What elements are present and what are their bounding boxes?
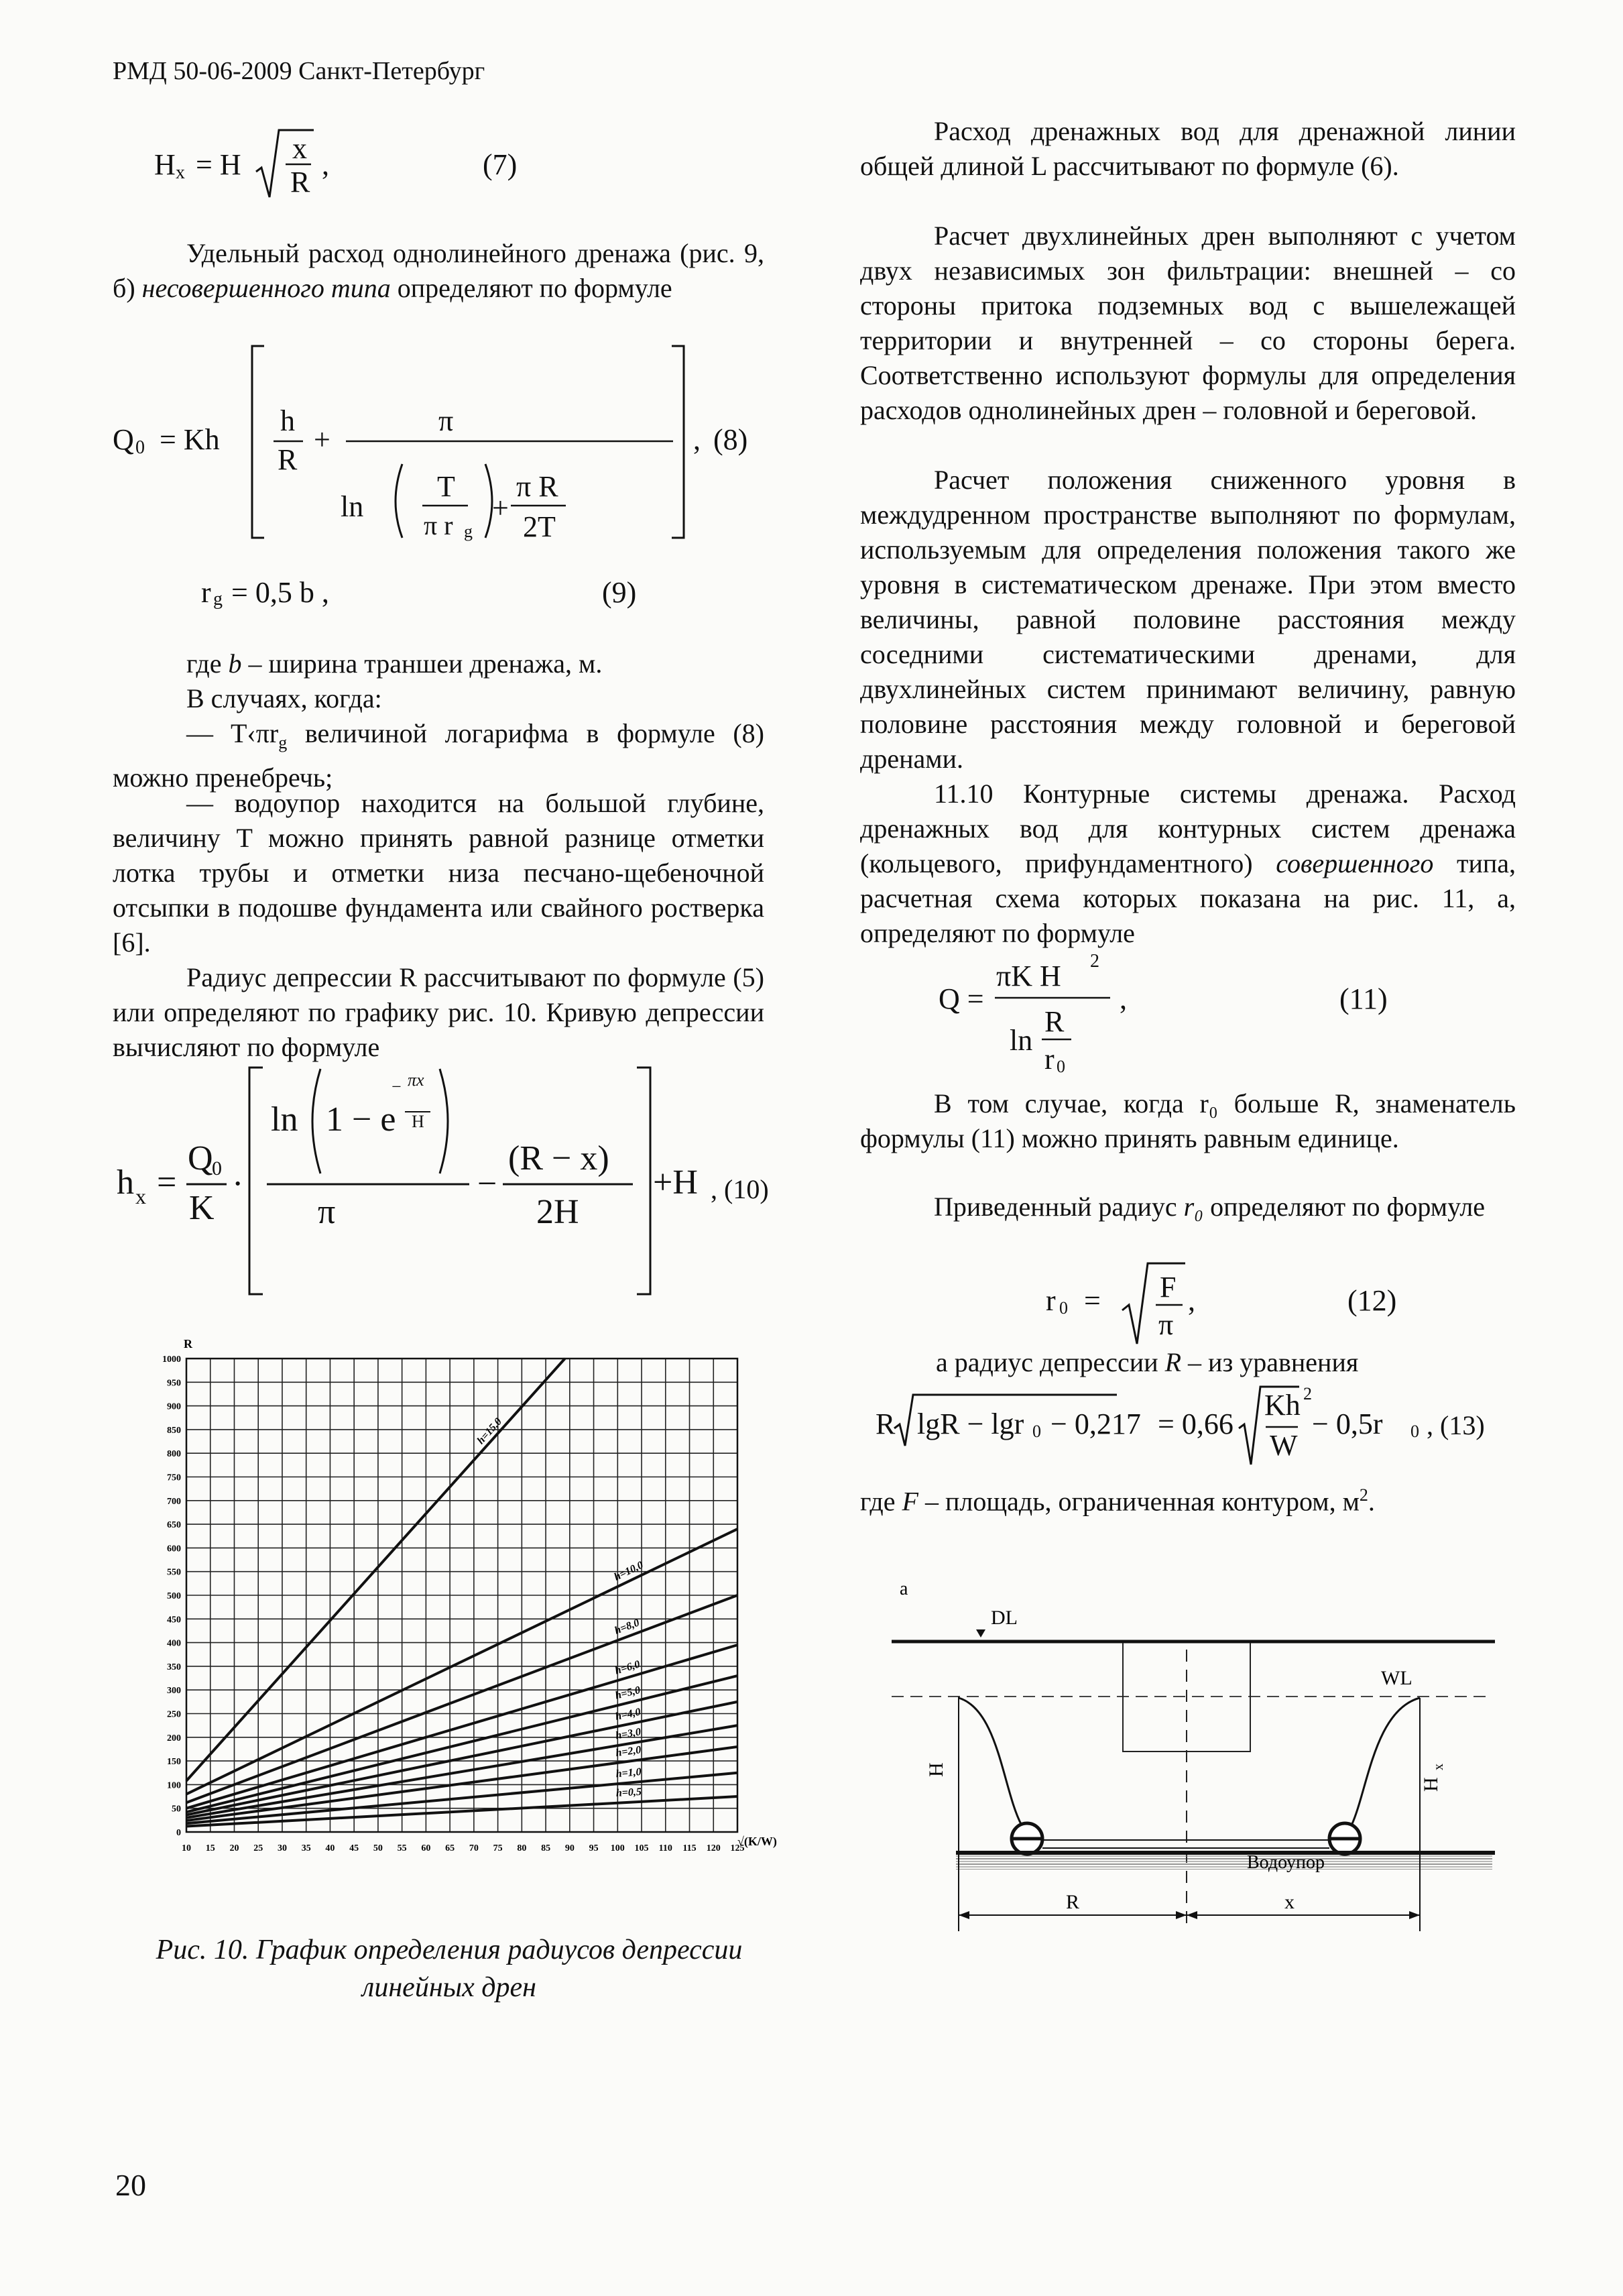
- right-paragraph-6: [860, 1190, 1516, 1224]
- y-tick-label: 250: [167, 1709, 181, 1720]
- right-paragraph-7: [936, 1345, 1512, 1380]
- text-run: 11.10 Контурные системы дренажа. Расход дренажных вод для контурных систем дренажа (кольцевого, прифундаментного): [860, 779, 1516, 878]
- eq10-dot: ·: [232, 1165, 244, 1203]
- eq9-number: (9): [602, 576, 637, 609]
- eq10-K: K: [189, 1189, 215, 1227]
- eq13-R: R: [876, 1408, 896, 1440]
- eq7-sub: x: [176, 162, 185, 183]
- right-paragraph-2: Расчет двухлинейных дрен выполняют с учетом двух независимых зон фильтрации: внешней – со стороны притока подземных вод с вышележащей территории и внутренней – со стороны берега. Соответственно используют формулы для определения расходов однолинейных дрен – головной и береговой.: [860, 221, 1516, 425]
- eq10-exp-top: πx: [408, 1070, 424, 1090]
- y-tick-label: 700: [167, 1496, 181, 1507]
- chart-series-labels: [475, 1416, 646, 1799]
- eq9-rest: = 0,5 b ,: [224, 576, 329, 609]
- text-run: а радиус депрессии: [936, 1347, 1158, 1377]
- eq10-eq: =: [157, 1163, 177, 1202]
- text-run: определяют по формуле: [397, 273, 672, 303]
- eq8-comma: ,: [693, 423, 701, 456]
- text-run-sub: g: [278, 733, 288, 752]
- page-header: РМД 50-06-2009 Санкт-Петербург: [113, 57, 485, 85]
- scheme-label-DL: DL: [991, 1607, 1018, 1629]
- eq10-ln: ln: [271, 1100, 298, 1139]
- equation-11: [939, 945, 1502, 1080]
- y-tick-label: 50: [172, 1804, 181, 1815]
- left-paragraph-2: [186, 646, 763, 681]
- eq10-Q0sub: 0: [212, 1157, 222, 1180]
- series-line: [186, 1359, 565, 1781]
- series-label: h=1,0: [615, 1766, 642, 1780]
- text-run: величиной логарифма в формуле (8) можно пренебречь;: [113, 718, 764, 793]
- eq10-h: h: [117, 1163, 134, 1202]
- y-tick-label: 350: [167, 1662, 181, 1672]
- text-run-italic: несовершенного типа: [141, 273, 391, 303]
- chart-x-ticks: [182, 1843, 745, 1853]
- series-label: h=5,0: [614, 1684, 642, 1702]
- scheme-label-Hx-sub: x: [1431, 1764, 1446, 1770]
- x-tick-label: 25: [253, 1843, 263, 1853]
- right-paragraph-3: Расчет положения сниженного уровня в междудренном пространстве выполняют по формулам, используемым для определения положения такого же уровня в систематическом дренаже. При этом вместо величины, равной половине расстояния между соседними систематическими дренами, для двухлинейных систем принимают величину, равную половине расстояния между головной и береговой дренами.: [860, 465, 1516, 774]
- eq11-sup: 2: [1090, 951, 1099, 972]
- left-paragraph-5: — водоупор находится на большой глубине, величину T можно принять равной разнице отметки лотка трубы и отметки низа песчано-щебеночной отсыпки в подошве фундамента или свайного ростверка [6].: [113, 788, 764, 958]
- eq8-R: R: [278, 443, 298, 476]
- equation-9: [201, 575, 670, 616]
- x-tick-label: 15: [205, 1843, 215, 1853]
- text-run: – площадь, ограниченная контуром, м: [924, 1486, 1360, 1517]
- eq13-W: W: [1270, 1429, 1298, 1462]
- series-label: h=8,0: [613, 1617, 642, 1637]
- y-tick-label: 600: [167, 1544, 181, 1554]
- eq13-tail: − 0,5r: [1305, 1408, 1383, 1440]
- eq8-h: h: [280, 404, 295, 437]
- eq13-eq: = 0,66: [1150, 1408, 1234, 1440]
- scheme-label-vodoupor: Водоупор: [1247, 1852, 1325, 1873]
- left-paragraph-1: [113, 236, 764, 306]
- eq8-ln: ln: [341, 490, 364, 523]
- y-tick-label: 100: [167, 1780, 181, 1791]
- eq12-pi: π: [1158, 1308, 1174, 1341]
- x-tick-label: 80: [517, 1843, 527, 1853]
- series-label: h=3,0: [615, 1726, 642, 1742]
- eq8-eq: = Kh: [160, 423, 220, 456]
- x-tick-label: 85: [541, 1843, 551, 1853]
- text-run-italic: F: [902, 1486, 918, 1517]
- figure-10-caption: Рис. 10. График определения радиусов депрессии линейных дрен: [156, 1935, 743, 2003]
- scheme-label-WL: WL: [1381, 1667, 1412, 1689]
- series-line: [186, 1796, 737, 1826]
- eq12-sub: 0: [1059, 1298, 1068, 1318]
- x-tick-label: 115: [682, 1843, 697, 1853]
- equation-8: [113, 342, 764, 543]
- y-tick-label: 450: [167, 1615, 181, 1625]
- chart-y-ticks: [162, 1355, 181, 1838]
- eq12-F: F: [1160, 1271, 1177, 1304]
- y-tick-label: 0: [176, 1828, 181, 1838]
- depression-radius-chart: [134, 1334, 778, 1904]
- text-run: где: [860, 1486, 896, 1517]
- eq7-number: (7): [483, 148, 518, 181]
- x-tick-label: 125: [730, 1843, 745, 1853]
- y-tick-label: 900: [167, 1401, 181, 1412]
- eq9-r: r: [201, 576, 211, 609]
- scheme-label-H: H: [925, 1762, 947, 1777]
- chart-x-axis-label: √(K/W): [737, 1835, 777, 1848]
- text-run: типа, расчетная схема которых показана на рис. 11, а, определяют по формуле: [860, 848, 1516, 948]
- eq11-ln: ln: [1010, 1024, 1033, 1057]
- text-run: где: [186, 648, 222, 679]
- eq8-2T: 2T: [523, 510, 556, 543]
- eq8-plus: +: [314, 423, 330, 456]
- y-tick-label: 950: [167, 1378, 181, 1389]
- eq11-lhs: Q =: [939, 982, 984, 1015]
- equation-10: [113, 1064, 770, 1298]
- y-tick-label: 300: [167, 1686, 181, 1697]
- eq10-exp-bot: H: [412, 1112, 424, 1131]
- text-run: .: [1368, 1486, 1375, 1517]
- x-tick-label: 45: [349, 1843, 359, 1853]
- eq13-Khsup: 2: [1303, 1384, 1312, 1403]
- eq8-sub: 0: [135, 437, 145, 458]
- eq13-rad1end: − 0,217: [1043, 1408, 1141, 1440]
- eq8-piR: π R: [516, 470, 558, 503]
- x-tick-label: 110: [658, 1843, 672, 1853]
- right-paragraph-4: [860, 777, 1516, 951]
- series-label: h=4,0: [614, 1706, 642, 1723]
- y-tick-label: 850: [167, 1425, 181, 1436]
- left-paragraph-6: Радиус депрессии R рассчитывают по формуле (5) или определяют по графику рис. 10. Кривую депрессии вычисляют по формуле: [113, 962, 764, 1062]
- eq10-minus: −: [477, 1165, 497, 1203]
- x-tick-label: 50: [373, 1843, 383, 1853]
- eq7-frac-top: x: [292, 132, 307, 165]
- chart-grid: [186, 1359, 737, 1832]
- scheme-label-x: x: [1284, 1891, 1295, 1913]
- eq11-top: πK H: [996, 960, 1061, 992]
- text-run-italic: r₀: [1183, 1192, 1204, 1222]
- text-run-sup: 2: [1359, 1485, 1368, 1505]
- eq10-plusH: +H: [653, 1163, 698, 1202]
- eq13-rad1sub: 0: [1032, 1422, 1041, 1441]
- y-tick-label: 800: [167, 1449, 181, 1460]
- eq13-rad1: lgR − lgr: [917, 1408, 1024, 1440]
- y-tick-label: 550: [167, 1567, 181, 1578]
- page-number: 20: [115, 2168, 146, 2202]
- y-tick-label: 500: [167, 1591, 181, 1601]
- eq8-T: T: [437, 470, 455, 503]
- text-run-italic: совершенного: [1276, 848, 1434, 878]
- right-paragraph-5: В том случае, когда r₀ больше R, знаменатель формулы (11) можно принять равным единице.: [860, 1088, 1516, 1153]
- eq10-RmX: (R − x): [508, 1139, 609, 1178]
- eq12-r: r: [1046, 1284, 1056, 1317]
- series-label: h=6,0: [613, 1658, 642, 1677]
- scheme-label-Hx: H: [1420, 1777, 1442, 1792]
- eq10-pi: π: [318, 1193, 336, 1231]
- eq10-one-minus-e: 1 − e: [326, 1100, 396, 1139]
- y-tick-label: 650: [167, 1520, 181, 1531]
- x-tick-label: 55: [397, 1843, 407, 1853]
- right-paragraph-1: Расход дренажных вод для дренажной линии общей длиной L рассчитывают по формуле (6).: [860, 116, 1516, 181]
- series-label: h=10,0: [612, 1559, 646, 1583]
- left-paragraph-3: В случаях, когда:: [186, 683, 382, 713]
- text-run: Удельный расход однолинейного дренажа (рис. 9, б): [113, 238, 764, 303]
- text-run: определяют по формуле: [1210, 1192, 1486, 1222]
- series-line: [186, 1529, 737, 1794]
- equation-13: [876, 1384, 1519, 1471]
- eq10-Q: Q: [188, 1139, 213, 1178]
- scheme-label-a: a: [900, 1578, 908, 1599]
- eq12-eq: =: [1077, 1284, 1108, 1317]
- eq11-r0: r: [1044, 1043, 1055, 1076]
- y-tick-label: 400: [167, 1638, 181, 1649]
- equation-12: [1046, 1261, 1421, 1348]
- eq8-number: (8): [713, 423, 748, 456]
- text-run: – ширина траншеи дренажа, м.: [248, 648, 603, 679]
- eq13-number: , (13): [1420, 1410, 1485, 1440]
- eq8-pirg: π r: [424, 510, 453, 540]
- eq8-pi: π: [438, 404, 454, 437]
- x-tick-label: 120: [706, 1843, 721, 1853]
- eq8-g: g: [464, 522, 473, 541]
- series-label: h=0,5: [615, 1786, 642, 1799]
- eq12-radical: [1121, 1261, 1188, 1348]
- eq10-number: , (10): [711, 1174, 769, 1204]
- eq7-tail: ,: [322, 148, 329, 181]
- x-tick-label: 20: [229, 1843, 239, 1853]
- x-tick-label: 40: [325, 1843, 335, 1853]
- x-tick-label: 60: [421, 1843, 431, 1853]
- eq8-lhs: Q: [113, 423, 134, 456]
- eq11-comma: ,: [1120, 982, 1127, 1015]
- eq10-exp-minus: −: [392, 1077, 402, 1096]
- x-tick-label: 105: [634, 1843, 649, 1853]
- x-tick-label: 70: [469, 1843, 479, 1853]
- contour-drainage-scheme: [871, 1576, 1515, 1951]
- eq10-2H: 2H: [536, 1193, 579, 1231]
- eq11-number: (11): [1339, 982, 1388, 1015]
- y-tick-label: 1000: [162, 1355, 181, 1365]
- eq8-plus2: +: [492, 492, 509, 524]
- text-run: — T‹πr: [186, 718, 279, 748]
- eq12-comma: ,: [1188, 1284, 1195, 1317]
- left-paragraph-4: [113, 716, 764, 795]
- eq8-brackets: [247, 342, 689, 543]
- y-tick-label: 200: [167, 1733, 181, 1743]
- text-run-italic: R: [1164, 1347, 1182, 1377]
- eq11-r0sub: 0: [1057, 1057, 1065, 1076]
- x-tick-label: 65: [445, 1843, 455, 1853]
- text-run: Приведенный радиус: [934, 1192, 1177, 1222]
- x-tick-label: 35: [301, 1843, 311, 1853]
- text-run-italic: b: [228, 648, 242, 679]
- series-label: h=15,0: [475, 1416, 505, 1447]
- y-tick-label: 750: [167, 1473, 181, 1483]
- series-label: h=2,0: [615, 1744, 642, 1760]
- eq13-tailsub: 0: [1410, 1422, 1419, 1441]
- chart-series: [186, 1359, 737, 1827]
- chart-y-axis-label: R: [184, 1337, 192, 1351]
- eq9-sub: g: [213, 589, 223, 610]
- x-tick-label: 95: [589, 1843, 599, 1853]
- series-line: [186, 1676, 737, 1812]
- x-tick-label: 90: [564, 1843, 575, 1853]
- eq7-lhs: H: [154, 148, 176, 181]
- eq10-hx: x: [135, 1184, 146, 1208]
- dl-triangle-icon: [976, 1629, 985, 1638]
- text-run: – из уравнения: [1188, 1347, 1359, 1377]
- x-tick-label: 10: [182, 1843, 191, 1853]
- y-tick-label: 150: [167, 1757, 181, 1768]
- eq13-Kh: Kh: [1264, 1389, 1301, 1422]
- scheme-label-R: R: [1066, 1891, 1080, 1913]
- eq7-frac-bot: R: [290, 166, 310, 198]
- right-paragraph-8: [860, 1478, 1516, 1519]
- x-tick-label: 30: [277, 1843, 287, 1853]
- x-tick-label: 75: [493, 1843, 503, 1853]
- eq11-R: R: [1044, 1005, 1065, 1038]
- equation-7: [154, 127, 744, 201]
- eq7-rhs: = H: [196, 148, 241, 181]
- eq12-number: (12): [1347, 1284, 1397, 1317]
- x-tick-label: 100: [610, 1843, 625, 1853]
